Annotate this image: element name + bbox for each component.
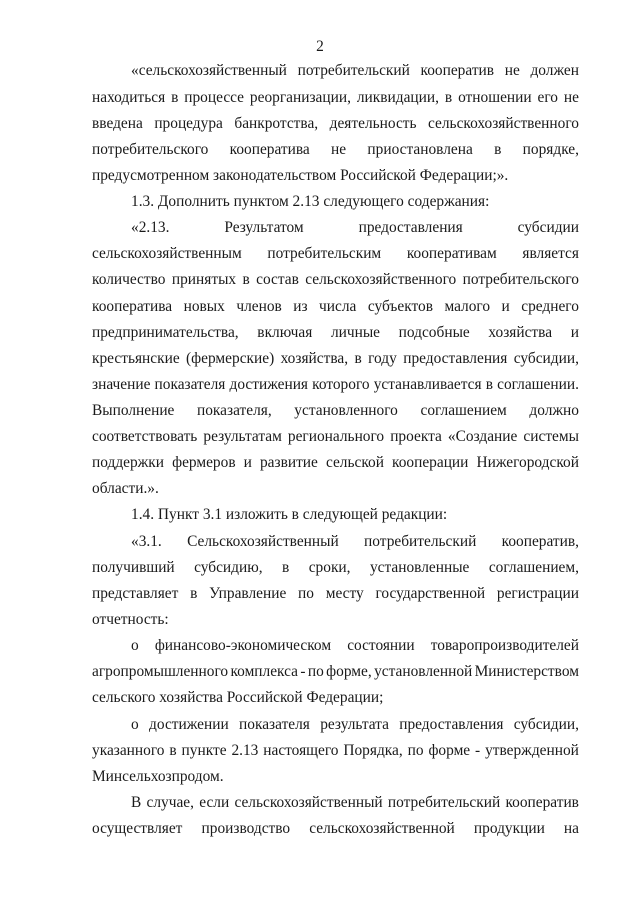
text-line: поддержки фермеров и развитие сельской кооперации Нижегородской (92, 454, 579, 471)
text-line: отчетность: (92, 611, 169, 628)
text-line: указанного в пункте 2.13 настоящего Порядка, по форме - утвержденной (92, 742, 579, 759)
text-line: соответствовать результатам регионального проекта «Создание системы (92, 428, 579, 445)
text-line: кооператива новых членов из числа субъектов малого и среднего (92, 298, 579, 315)
text-line: «2.13. Результатом предоставления субсидии (131, 219, 579, 236)
text-line: введена процедура банкротства, деятельность сельскохозяйственного (92, 115, 579, 132)
text-line: значение показателя достижения которого устанавливается в соглашении. (92, 376, 579, 393)
text-line: предпринимательства, включая личные подсобные хозяйства и (92, 324, 579, 341)
text-line: крестьянские (фермерские) хозяйства, в году предоставления субсидии, (92, 350, 579, 367)
text-line: агропромышленного комплекса - по форме, установленной Министерством (92, 663, 579, 680)
text-line: «3.1. Сельскохозяйственный потребительский кооператив, (131, 533, 579, 550)
text-line: о достижении показателя результата предоставления субсидии, (131, 716, 579, 733)
text-line: сельскохозяйственным потребительским кооперативам является (92, 245, 579, 262)
text-line: осуществляет производство сельскохозяйственной продукции на (92, 820, 579, 837)
text-line: находиться в процессе реорганизации, ликвидации, в отношении его не (92, 89, 579, 106)
text-line: 1.3. Дополнить пунктом 2.13 следующего содержания: (131, 193, 490, 210)
text-line: сельского хозяйства Российской Федерации; (92, 689, 384, 706)
text-line: количество принятых в состав сельскохозяйственного потребительского (92, 271, 579, 288)
text-line: 1.4. Пункт 3.1 изложить в следующей редакции: (131, 506, 448, 523)
text-line: представляет в Управление по месту государственной регистрации (92, 585, 579, 602)
text-line: «сельскохозяйственный потребительский кооператив не должен (131, 62, 579, 79)
page-number: 2 (316, 38, 324, 55)
text-line: В случае, если сельскохозяйственный потребительский кооператив (131, 794, 579, 811)
text-line: о финансово-экономическом состоянии товаропроизводителей (131, 637, 579, 654)
text-line: Выполнение показателя, установленного соглашением должно (92, 402, 579, 419)
text-line: предусмотренном законодательством Российской Федерации;». (92, 167, 509, 184)
text-line: получивший субсидию, в сроки, установленные соглашением, (92, 559, 579, 576)
text-line: Минсельхозпродом. (92, 768, 224, 785)
text-line: потребительского кооператива не приостановлена в порядке, (92, 141, 579, 158)
text-line: области.». (92, 480, 159, 497)
